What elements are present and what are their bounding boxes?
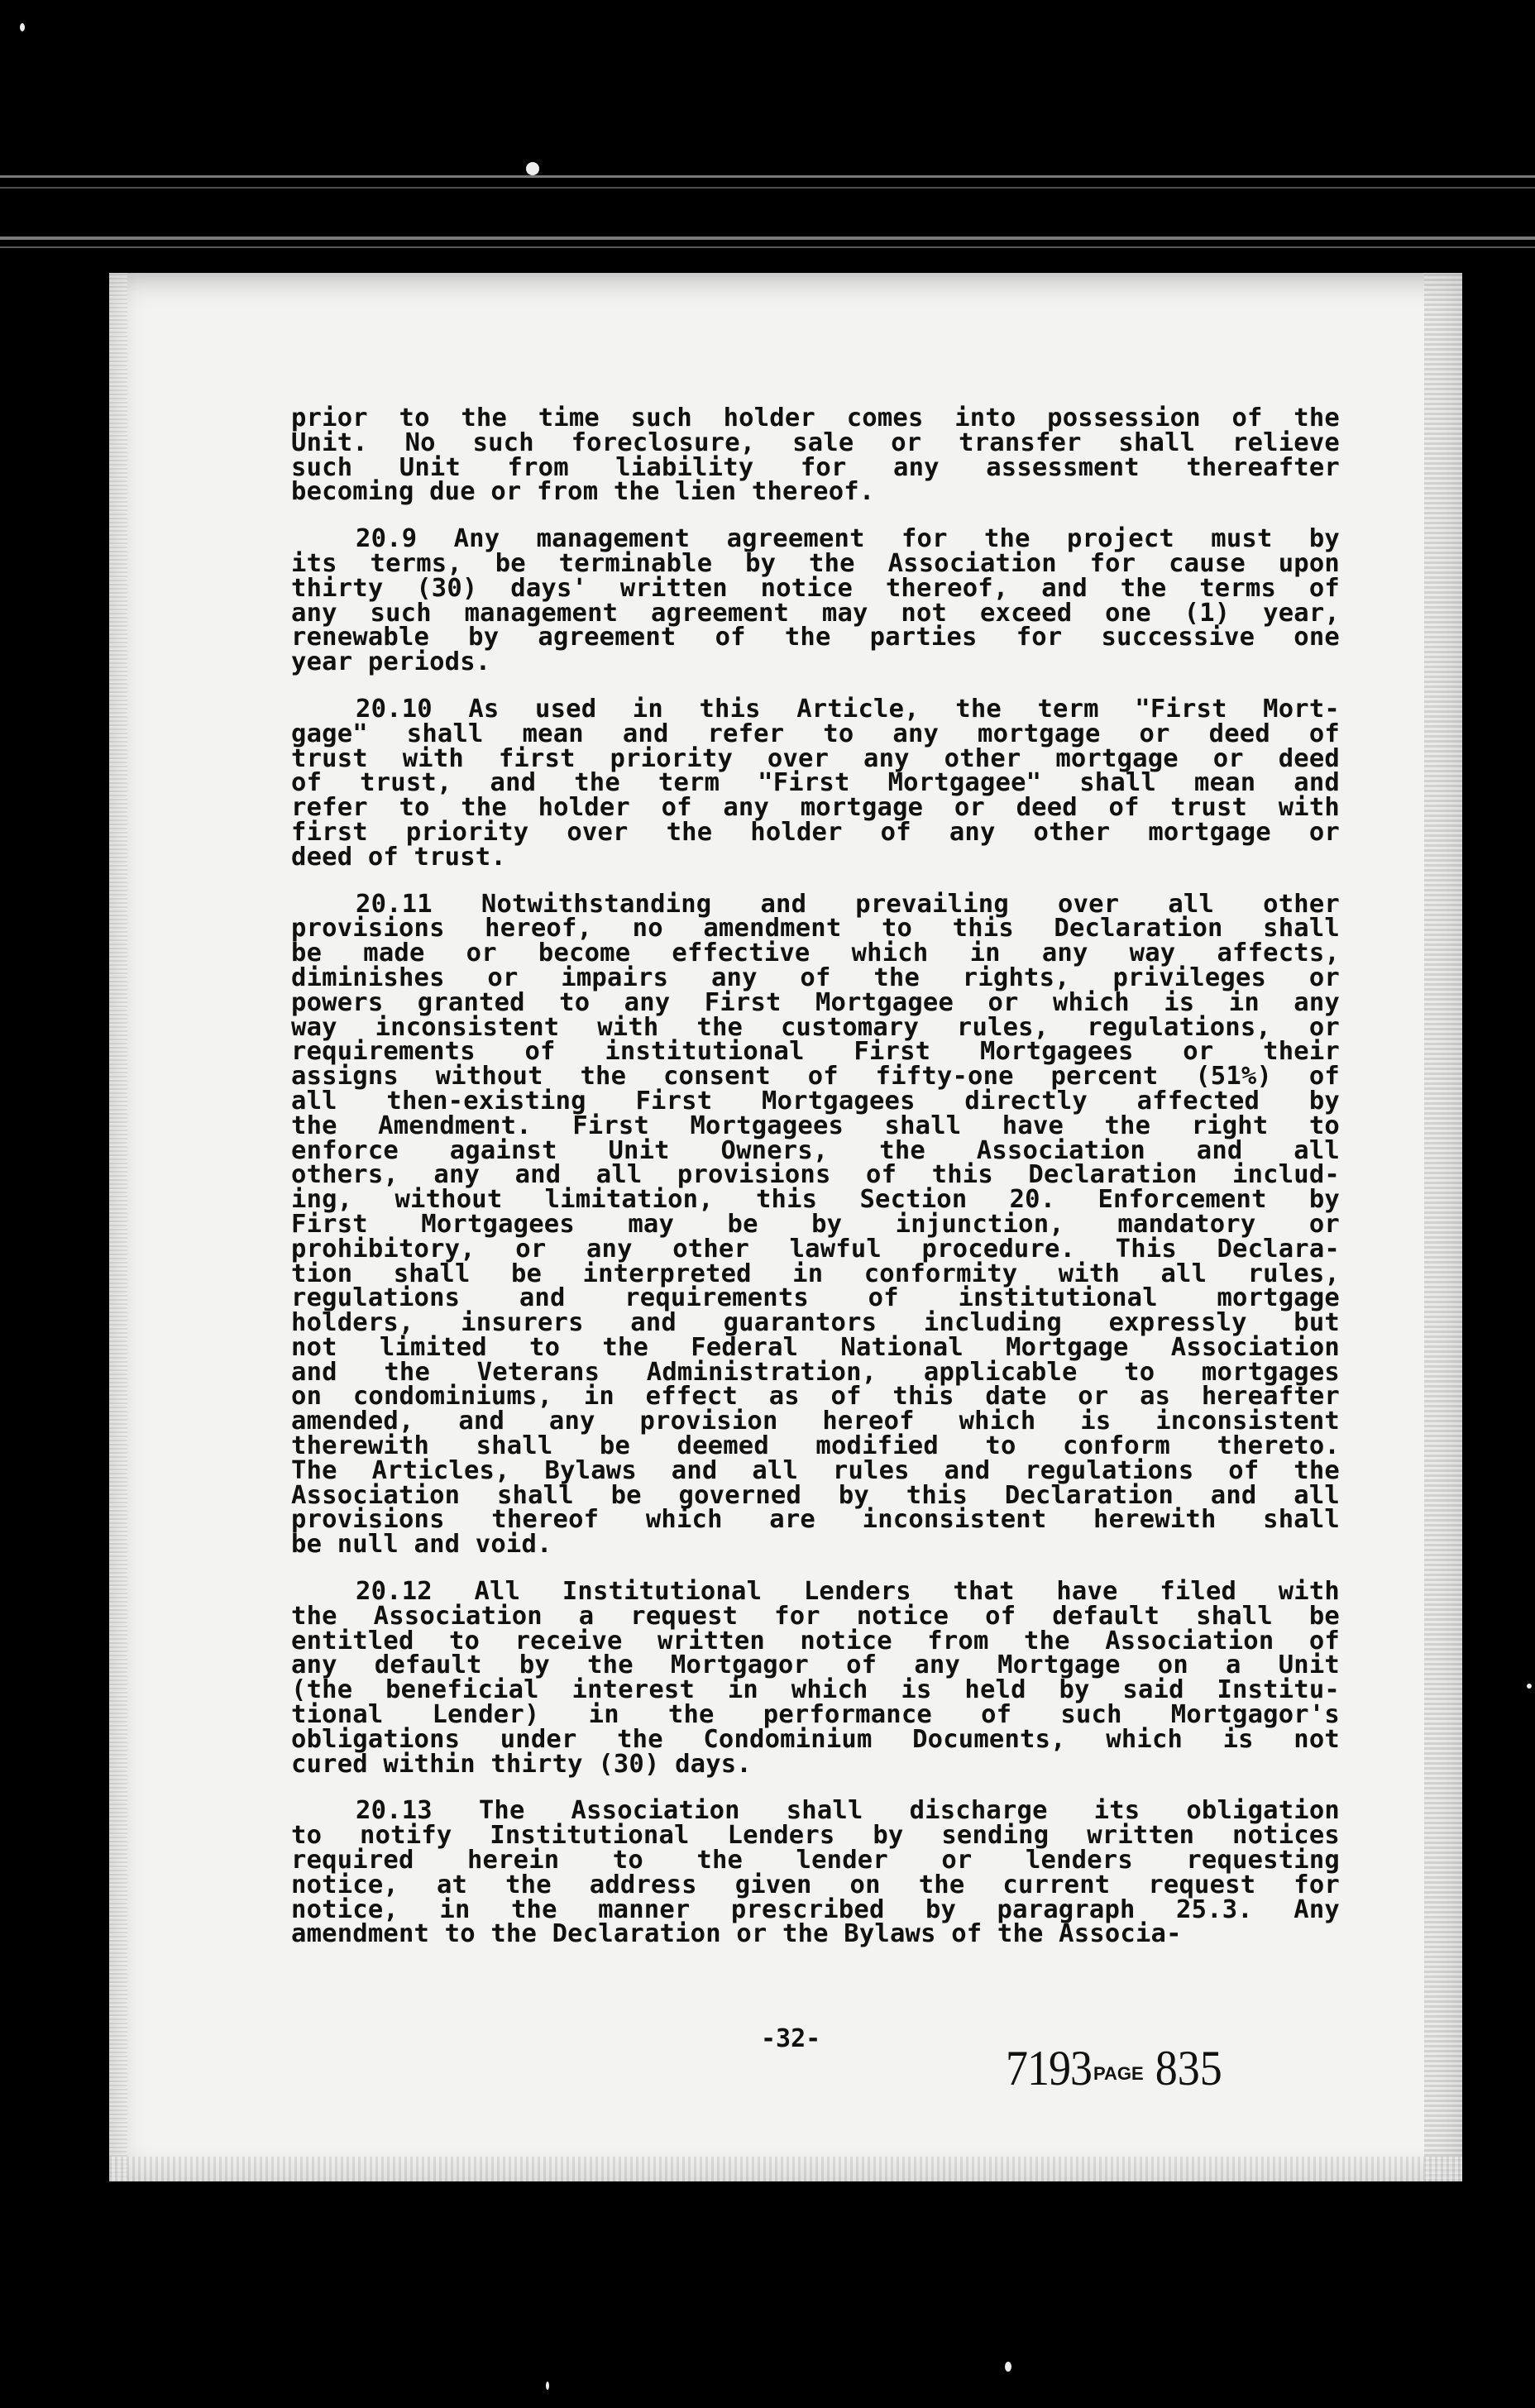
text-line: provisions hereof, no amendment to this Declaration shall xyxy=(291,914,1340,944)
text-line: renewable by agreement of the parties for successive one xyxy=(291,623,1340,652)
text-line: such Unit from liability for any assessment thereafter xyxy=(291,452,1340,482)
paragraph xyxy=(291,1796,1340,1949)
text-line: becoming due or from the lien thereof. xyxy=(291,477,875,507)
text-line: and the Veterans Administration, applicable to mortgages xyxy=(291,1357,1340,1387)
text-line: on condominiums, in effect as of this date or as hereafter xyxy=(291,1382,1340,1412)
text-line: others, any and all provisions of this Declaration includ- xyxy=(291,1160,1340,1190)
text-line: thirty (30) days' written notice thereof, and the terms of xyxy=(291,573,1340,603)
text-line: The Articles, Bylaws and all rules and regulations of the xyxy=(291,1455,1340,1485)
text-line: holders, insurers and guarantors including expressly but xyxy=(291,1308,1340,1338)
scan-speck xyxy=(526,162,539,175)
text-line: obligations under the Condominium Documents, which is not xyxy=(291,1724,1340,1754)
text-line: 20.10 As used in this Article, the term "First Mort- xyxy=(356,694,1340,724)
text-line: amended, and any provision hereof which is inconsistent xyxy=(291,1407,1340,1436)
page-edge-bottom xyxy=(109,2157,1462,2181)
text-line: refer to the holder of any mortgage or deed of trust with xyxy=(291,793,1340,823)
text-line: regulations and requirements of institutional mortgage xyxy=(291,1283,1340,1313)
paragraph xyxy=(291,889,1340,1560)
text-line: 20.12 All Institutional Lenders that have filed with xyxy=(356,1577,1340,1607)
page-edge-right xyxy=(1424,273,1462,2181)
text-line: way inconsistent with the customary rules, regulations, or xyxy=(291,1012,1340,1042)
text-line: powers granted to any First Mortgagee or which is in any xyxy=(291,987,1340,1017)
page-edge-left xyxy=(109,273,127,2181)
text-line: the Amendment. First Mortgagees shall have the right to xyxy=(291,1111,1340,1140)
scan-artifact-band xyxy=(0,175,1535,178)
text-line: enforce against Unit Owners, the Association and all xyxy=(291,1135,1340,1165)
recording-page-label: PAGE xyxy=(1093,2063,1144,2084)
scan-artifact-band xyxy=(0,187,1535,189)
text-line: prohibitory, or any other lawful procedure. This Declara- xyxy=(291,1234,1340,1264)
text-line: first priority over the holder of any other mortgage or xyxy=(291,817,1340,847)
text-line: requirements of institutional First Mortgagees or their xyxy=(291,1037,1340,1067)
text-line: required herein to the lender or lenders requesting xyxy=(291,1846,1340,1875)
text-line: trust with first priority over any other mortgage or deed xyxy=(291,743,1340,773)
text-line: 20.11 Notwithstanding and prevailing over all other xyxy=(356,889,1340,919)
text-line: cured within thirty (30) days. xyxy=(291,1749,752,1779)
text-line: 20.13 The Association shall discharge its obligation xyxy=(356,1796,1340,1826)
text-line: amendment to the Declaration or the Bylaws of the Associa- xyxy=(291,1919,1182,1949)
scan-speck xyxy=(1005,2362,1011,2372)
text-line: not limited to the Federal National Mortgage Association xyxy=(291,1332,1340,1362)
scan-speck xyxy=(20,23,25,31)
text-line: its terms, be terminable by the Association for cause upon xyxy=(291,548,1340,578)
paragraph xyxy=(291,404,1340,507)
text-line: prior to the time such holder comes into possession of the xyxy=(291,404,1340,432)
declaration-text xyxy=(291,406,1340,1969)
text-line: tion shall be interpreted in conformity with all rules, xyxy=(291,1259,1340,1288)
text-line: gage" shall mean and refer to any mortgage or deed of xyxy=(291,719,1340,748)
text-line: (the beneficial interest in which is held by said Institu- xyxy=(291,1675,1340,1705)
text-line: notice, at the address given on the current request for xyxy=(291,1870,1340,1899)
text-line: any default by the Mortgagor of any Mortgage on a Unit xyxy=(291,1651,1340,1680)
text-line: tional Lender) in the performance of such Mortgagor's xyxy=(291,1700,1340,1730)
text-line: Unit. No such foreclosure, sale or transfer shall relieve xyxy=(291,428,1340,457)
text-line: be null and void. xyxy=(291,1530,552,1560)
text-line: year periods. xyxy=(291,647,491,677)
recording-book-number: 7193 xyxy=(1006,2040,1092,2096)
text-line: be made or become effective which in any way affects, xyxy=(291,939,1340,968)
paragraph xyxy=(291,1577,1340,1779)
text-line: any such management agreement may not exceed one (1) year, xyxy=(291,598,1340,628)
paragraph xyxy=(291,524,1340,677)
text-line: to notify Institutional Lenders by sending written notices xyxy=(291,1821,1340,1851)
text-line: the Association a request for notice of default shall be xyxy=(291,1601,1340,1631)
text-line: Association shall be governed by this Declaration and all xyxy=(291,1480,1340,1510)
text-line: notice, in the manner prescribed by paragraph 25.3. Any xyxy=(291,1894,1340,1924)
text-line: provisions thereof which are inconsistent herewith shall xyxy=(291,1505,1340,1535)
page-number: -32- xyxy=(761,2024,821,2053)
text-line: 20.9 Any management agreement for the project must by xyxy=(356,524,1340,554)
text-line: deed of trust. xyxy=(291,842,506,872)
text-line: all then-existing First Mortgagees directly affected by xyxy=(291,1086,1340,1116)
text-line: entitled to receive written notice from the Association of xyxy=(291,1626,1340,1656)
recording-stamp xyxy=(1006,2042,1222,2094)
text-line: First Mortgagees may be by injunction, mandatory or xyxy=(291,1209,1340,1239)
scan-speck xyxy=(1527,1684,1532,1689)
text-line: ing, without limitation, this Section 20. Enforcement by xyxy=(291,1185,1340,1215)
scan-speck xyxy=(546,2382,549,2390)
text-line: assigns without the consent of fifty-one percent (51%) of xyxy=(291,1062,1340,1092)
recording-page-number: 835 xyxy=(1155,2040,1222,2096)
paragraph xyxy=(291,694,1340,872)
text-line: diminishes or impairs any of the rights, privileges or xyxy=(291,963,1340,992)
text-line: therewith shall be deemed modified to conform thereto. xyxy=(291,1431,1340,1461)
scan-artifact-band xyxy=(0,246,1535,248)
scan-artifact-band xyxy=(0,236,1535,240)
text-line: of trust, and the term "First Mortgagee" shall mean and xyxy=(291,768,1340,798)
